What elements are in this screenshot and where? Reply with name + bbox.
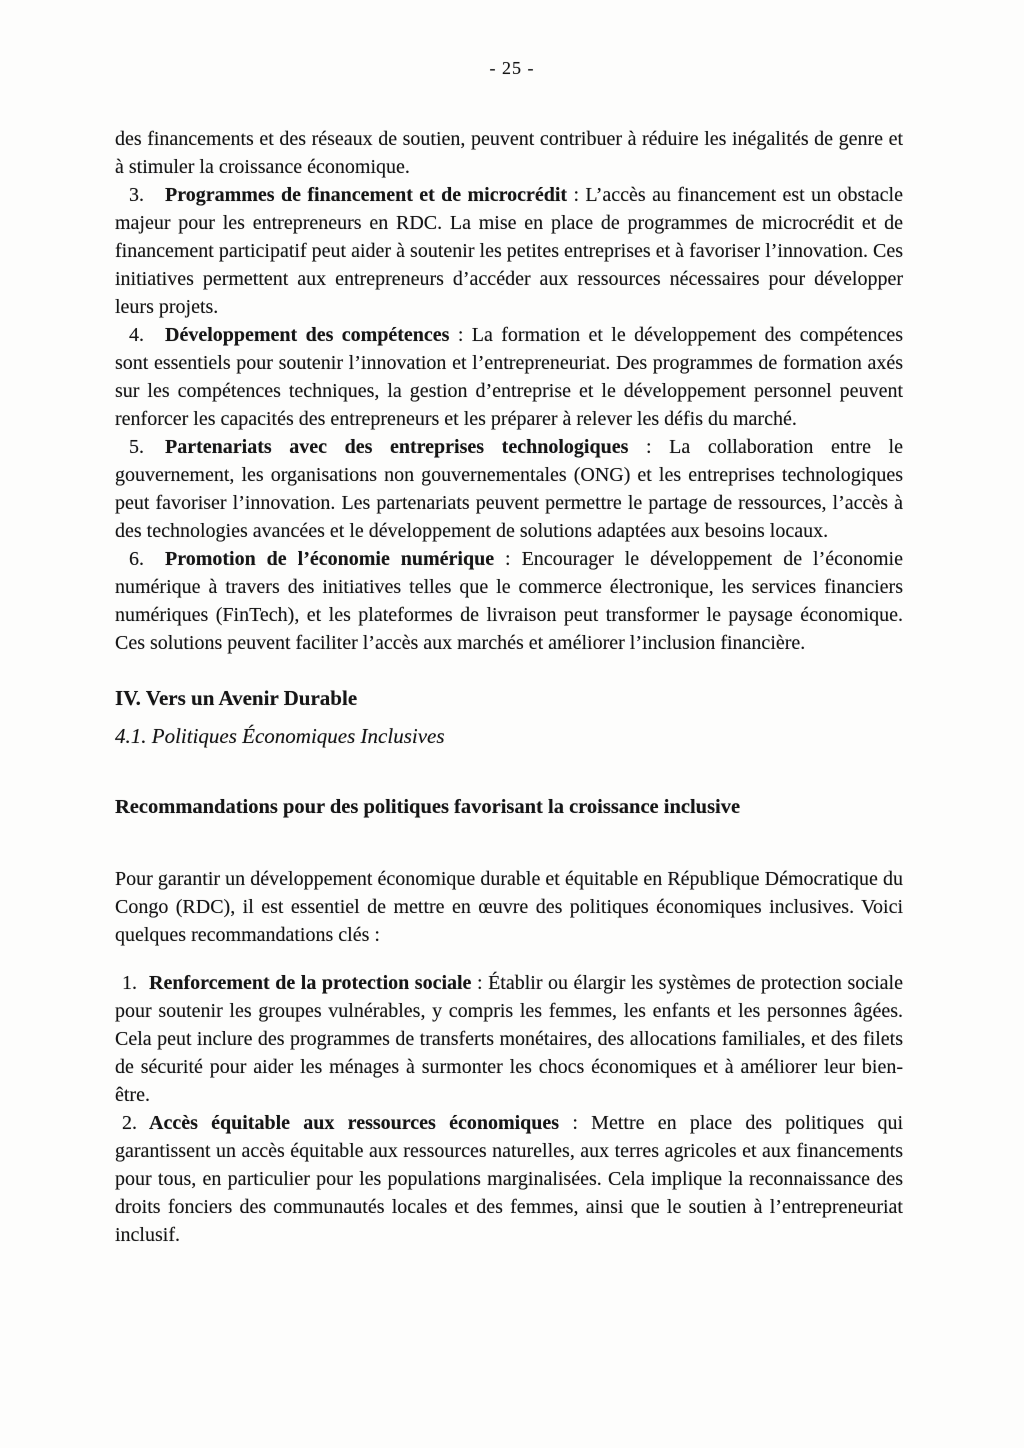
recommendation-item-1 (115, 969, 903, 1109)
item-title: Promotion de l’économie numérique (165, 548, 495, 570)
item-number: 5. (129, 436, 144, 458)
item-text: : Établir ou élargir les systèmes de protection sociale pour soutenir les groupes vulnérables, y compris les femmes, les enfants et les personnes âgées. Cela peut inclure des programmes de transferts monétaires, des allocations familiales, et des filets de sécurité pour aider les ménages à surmonter les chocs économiques et à améliorer leur bien-être. (115, 972, 903, 1106)
page-content (115, 125, 903, 1249)
item-title: Partenariats avec des entreprises technologiques (165, 436, 629, 458)
paragraph-intro-continuation: des financements et des réseaux de soutien, peuvent contribuer à réduire les inégalités de genre et à stimuler la croissance économique. (115, 128, 903, 178)
item-number: 1. (122, 972, 137, 994)
recommendations-intro-paragraph: Pour garantir un développement économique durable et équitable en République Démocratique du Congo (RDC), il est essentiel de mettre en œuvre des politiques économiques inclusives. Voici quelques recommandations clés : (115, 868, 903, 946)
item-title: Programmes de financement et de microcrédit (165, 184, 568, 206)
recommendation-item-2 (115, 1109, 903, 1249)
list-item-4 (115, 321, 903, 433)
list-item-6 (115, 545, 903, 657)
section-heading: IV. Vers un Avenir Durable (115, 686, 358, 710)
item-text: : La formation et le développement des compétences sont essentiels pour soutenir l’innovation et l’entrepreneuriat. Des programmes de formation axés sur les compétences techniques, la gestion d’entreprise et le développement personnel peuvent renforcer les capacités des entrepreneurs et les préparer à relever les défis du marché. (115, 324, 903, 430)
item-text: : Encourager le développement de l’économie numérique à travers des initiatives telles que le commerce électronique, les services financiers numériques (FinTech), et les plateformes de livraison peut transformer le paysage économique. Ces solutions peuvent faciliter l’accès aux marchés et améliorer l’inclusion financière. (115, 548, 903, 654)
item-title: Renforcement de la protection sociale (149, 972, 472, 994)
item-number: 2. (122, 1112, 137, 1134)
subsection-heading: 4.1. Politiques Économiques Inclusives (115, 724, 445, 748)
item-text: : L’accès au financement est un obstacle majeur pour les entrepreneurs en RDC. La mise en place de programmes de microcrédit et de financement participatif peut aider à soutenir les petites entreprises et à favoriser l’innovation. Ces initiatives permettent aux entrepreneurs d’accéder aux ressources nécessaires pour développer leurs projets. (115, 184, 903, 318)
item-title: Développement des compétences (165, 324, 450, 346)
recommendations-heading: Recommandations pour des politiques favorisant la croissance inclusive (115, 796, 741, 818)
item-number: 4. (129, 324, 144, 346)
item-number: 6. (129, 548, 144, 570)
list-item-3 (115, 181, 903, 321)
item-text: : Mettre en place des politiques qui garantissent un accès équitable aux ressources naturelles, aux terres agricoles et aux financements pour tous, en particulier pour les populations marginalisées. Cela implique la reconnaissance des droits fonciers des communautés locales et des femmes, ainsi que le soutien à l’entrepreneuriat inclusif. (115, 1112, 903, 1246)
list-item-5 (115, 433, 903, 545)
item-text: : La collaboration entre le gouvernement, les organisations non gouvernementales (ONG) et les entreprises technologiques peut favoriser l’innovation. Les partenariats peuvent permettre le partage de ressources, l’accès à des technologies avancées et le développement de solutions adaptées aux besoins locaux. (115, 436, 903, 542)
item-title: Accès équitable aux ressources économiques (149, 1112, 560, 1134)
item-number: 3. (129, 184, 144, 206)
page-number: - 25 - (489, 58, 535, 78)
